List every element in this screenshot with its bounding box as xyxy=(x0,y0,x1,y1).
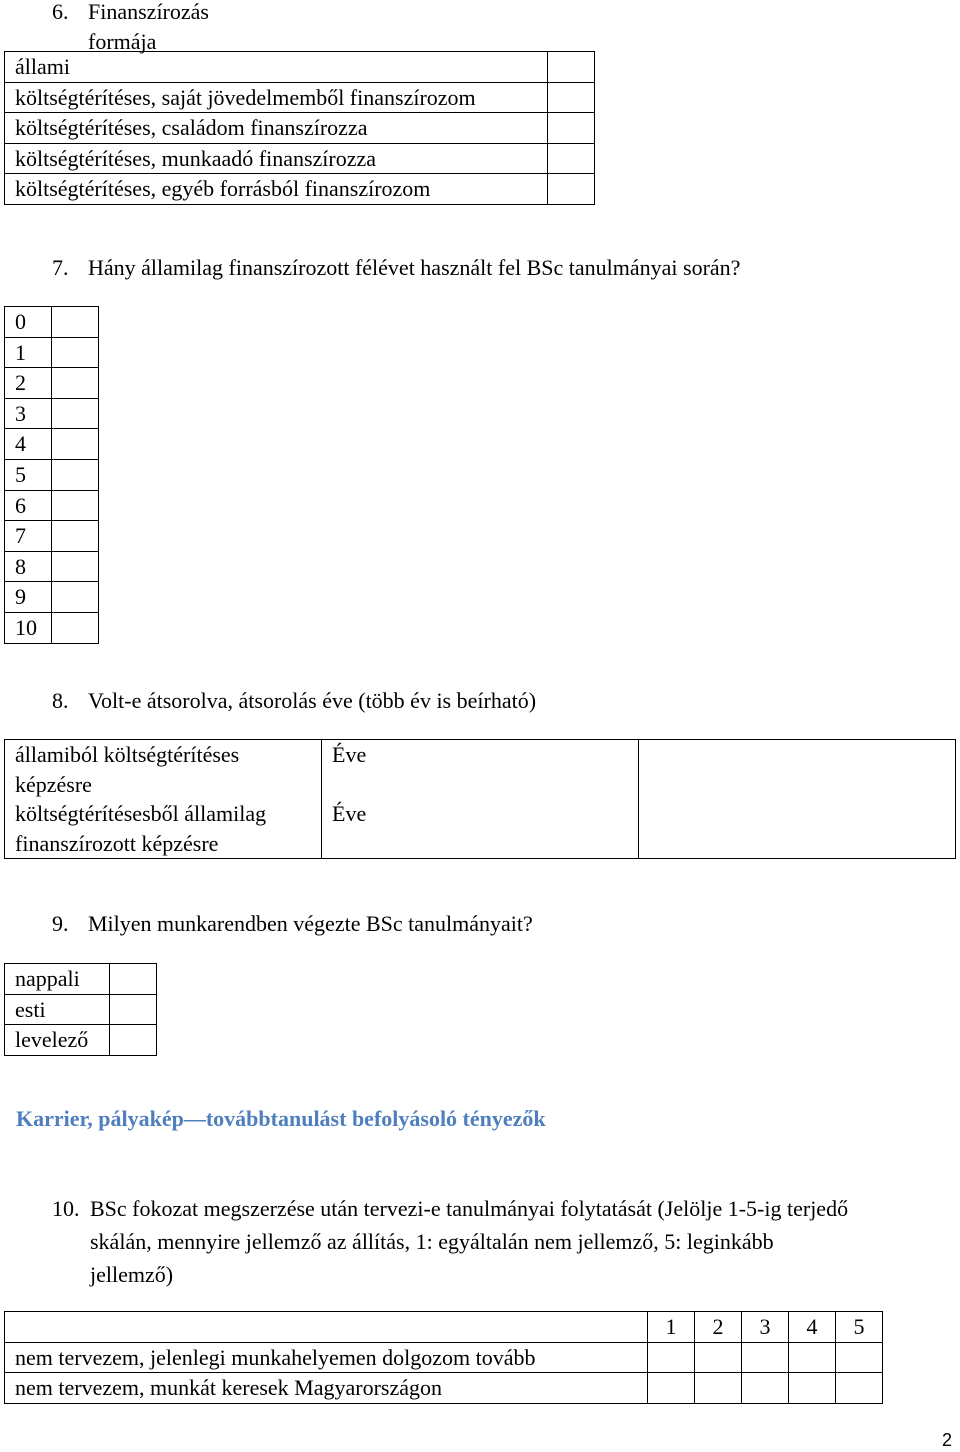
answer-checkbox[interactable] xyxy=(110,994,157,1025)
rating-cell[interactable] xyxy=(648,1342,695,1373)
answer-checkbox[interactable] xyxy=(52,398,99,429)
rating-cell[interactable] xyxy=(789,1373,836,1404)
table-row xyxy=(5,612,99,643)
answer-checkbox[interactable] xyxy=(52,459,99,490)
label-line: képzésre xyxy=(15,771,92,797)
option-label: esti xyxy=(5,994,110,1025)
question-title: Volt-e átsorolva, átsorolás éve (több év is beírható) xyxy=(88,688,537,713)
answer-checkbox[interactable] xyxy=(110,964,157,995)
scale-header: 5 xyxy=(836,1312,883,1343)
year-input[interactable] xyxy=(639,740,956,800)
table-row xyxy=(5,490,99,521)
statement-label: nem tervezem, munkát keresek Magyarországon xyxy=(5,1373,648,1404)
answer-checkbox[interactable] xyxy=(52,582,99,613)
table-row xyxy=(5,582,99,613)
rating-cell[interactable] xyxy=(695,1373,742,1404)
work-schedule-table xyxy=(4,963,157,1056)
table-row xyxy=(5,368,99,399)
rating-cell[interactable] xyxy=(836,1373,883,1404)
table-row xyxy=(5,113,595,144)
answer-checkbox[interactable] xyxy=(52,612,99,643)
answer-checkbox[interactable] xyxy=(52,337,99,368)
answer-checkbox[interactable] xyxy=(52,551,99,582)
question-number: 9. xyxy=(52,911,69,936)
label-line: finanszírozott képzésre xyxy=(15,830,219,856)
option-label: állami xyxy=(5,52,548,83)
table-row xyxy=(5,398,99,429)
answer-checkbox[interactable] xyxy=(52,368,99,399)
header-blank-cell xyxy=(5,1312,648,1343)
year-label: Éve xyxy=(322,740,639,800)
question-line: BSc fokozat megszerzése után tervezi-e tanulmányai folytatását (Jelölje 1-5-ig terjedő xyxy=(90,1196,849,1221)
rating-cell[interactable] xyxy=(789,1342,836,1373)
answer-checkbox[interactable] xyxy=(52,521,99,552)
table-row xyxy=(5,1312,883,1343)
question-number: 6. xyxy=(52,0,69,24)
year-input[interactable] xyxy=(639,799,956,859)
answer-checkbox[interactable] xyxy=(548,174,595,205)
page-number: 2 xyxy=(941,1430,952,1450)
label-line: költségtérítésesből államilag xyxy=(15,801,267,827)
question-line: jellemző) xyxy=(90,1262,174,1287)
table-row xyxy=(5,799,956,859)
table-row xyxy=(5,82,595,113)
table-row xyxy=(5,964,157,995)
table-row xyxy=(5,52,595,83)
option-label: 1 xyxy=(5,337,52,368)
option-label: 8 xyxy=(5,551,52,582)
question-number: 7. xyxy=(52,255,69,280)
answer-checkbox[interactable] xyxy=(52,490,99,521)
label-line: államiból költségtérítéses xyxy=(15,742,240,767)
reclassification-label xyxy=(5,799,322,859)
table-row xyxy=(5,994,157,1025)
rating-cell[interactable] xyxy=(742,1373,789,1404)
rating-cell[interactable] xyxy=(836,1342,883,1373)
option-label: 10 xyxy=(5,612,52,643)
answer-checkbox[interactable] xyxy=(548,113,595,144)
answer-checkbox[interactable] xyxy=(110,1025,157,1056)
option-label: 6 xyxy=(5,490,52,521)
rating-cell[interactable] xyxy=(742,1342,789,1373)
table-row xyxy=(5,740,956,800)
semesters-table xyxy=(4,306,99,644)
funding-form-table xyxy=(4,51,595,205)
scale-header: 2 xyxy=(695,1312,742,1343)
table-row xyxy=(5,459,99,490)
table-row xyxy=(5,521,99,552)
table-row xyxy=(5,429,99,460)
option-label: költségtérítéses, saját jövedelmemből finanszírozom xyxy=(5,82,548,113)
statement-label: nem tervezem, jelenlegi munkahelyemen dolgozom tovább xyxy=(5,1342,648,1373)
section-heading: Karrier, pályakép—továbbtanulást befolyásoló tényezők xyxy=(16,1106,546,1131)
option-label: 2 xyxy=(5,368,52,399)
question-number: 10. xyxy=(52,1196,80,1221)
question-line: skálán, mennyire jellemző az állítás, 1: egyáltalán nem jellemző, 5: leginkább xyxy=(90,1229,774,1254)
table-row xyxy=(5,307,99,338)
answer-checkbox[interactable] xyxy=(548,143,595,174)
reclassification-table xyxy=(4,739,956,859)
year-label: Éve xyxy=(322,799,639,859)
question-title: Milyen munkarendben végezte BSc tanulmányait? xyxy=(88,911,533,936)
table-row xyxy=(5,551,99,582)
scale-header: 1 xyxy=(648,1312,695,1343)
table-row xyxy=(5,143,595,174)
option-label: 4 xyxy=(5,429,52,460)
reclassification-label xyxy=(5,740,322,800)
table-row xyxy=(5,1025,157,1056)
question-number: 8. xyxy=(52,688,69,713)
question-title: Hány államilag finanszírozott félévet használt fel BSc tanulmányai során? xyxy=(88,255,741,280)
option-label: költségtérítéses, egyéb forrásból finanszírozom xyxy=(5,174,548,205)
answer-checkbox[interactable] xyxy=(548,52,595,83)
scale-header: 3 xyxy=(742,1312,789,1343)
continuation-scale-table xyxy=(4,1311,883,1404)
table-row xyxy=(5,337,99,368)
option-label: költségtérítéses, családom finanszírozza xyxy=(5,113,548,144)
option-label: 7 xyxy=(5,521,52,552)
answer-checkbox[interactable] xyxy=(52,429,99,460)
question-title: Finanszírozás formája xyxy=(88,0,209,54)
option-label: 5 xyxy=(5,459,52,490)
rating-cell[interactable] xyxy=(648,1373,695,1404)
rating-cell[interactable] xyxy=(695,1342,742,1373)
option-label: levelező xyxy=(5,1025,110,1056)
scale-header: 4 xyxy=(789,1312,836,1343)
answer-checkbox[interactable] xyxy=(548,82,595,113)
table-row xyxy=(5,174,595,205)
option-label: 0 xyxy=(5,307,52,338)
answer-checkbox[interactable] xyxy=(52,307,99,338)
table-row xyxy=(5,1342,883,1373)
question-text xyxy=(90,1192,848,1291)
option-label: költségtérítéses, munkaadó finanszírozza xyxy=(5,143,548,174)
table-row xyxy=(5,1373,883,1404)
option-label: 9 xyxy=(5,582,52,613)
option-label: 3 xyxy=(5,398,52,429)
option-label: nappali xyxy=(5,964,110,995)
